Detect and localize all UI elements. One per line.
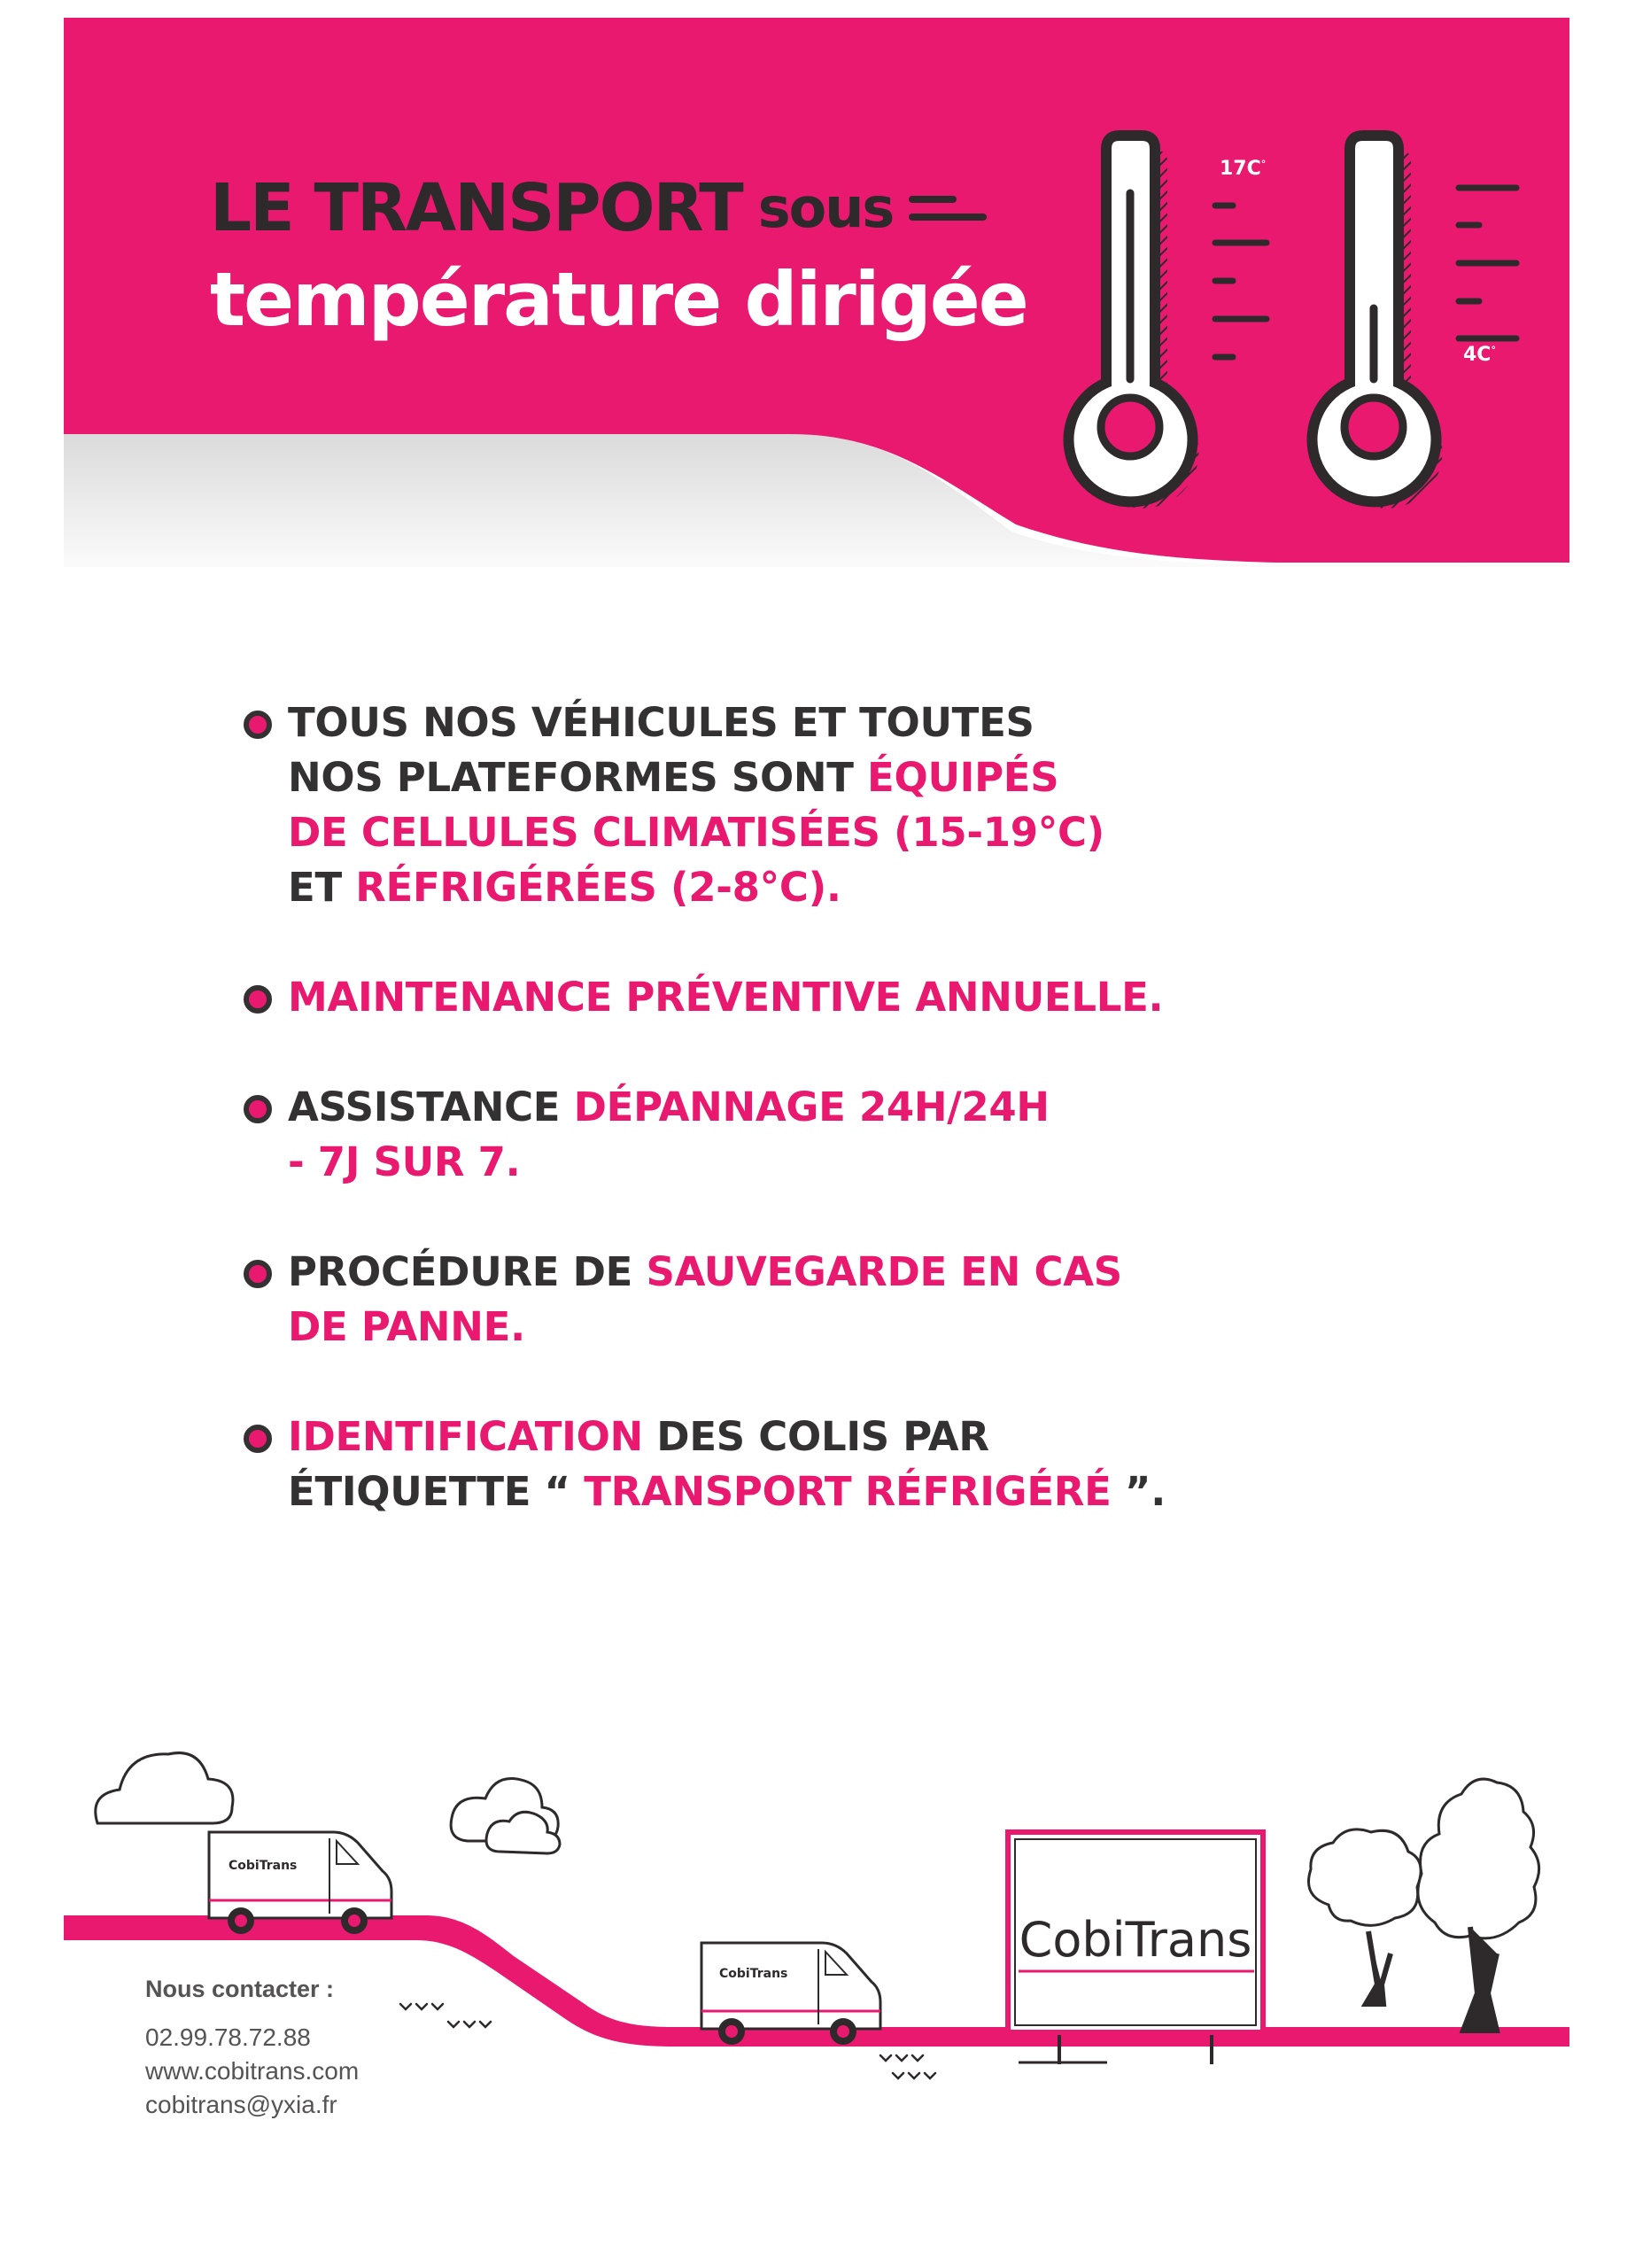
contact-email[interactable]: cobitrans@yxia.fr bbox=[145, 2091, 337, 2118]
tree-icon bbox=[1418, 1779, 1539, 2031]
feature-text: IDENTIFICATION bbox=[288, 1413, 643, 1460]
van-logo-2: CobiTrans bbox=[719, 1967, 788, 1981]
feature-text: ÉQUIPÉS bbox=[867, 754, 1059, 801]
contact-title: Nous contacter : bbox=[145, 1976, 335, 2002]
feature-text: - 7J SUR 7. bbox=[288, 1138, 521, 1185]
thermo-low-label: 4C° bbox=[1463, 344, 1496, 366]
feature-text: DE CELLULES CLIMATISÉES (15-19°C) bbox=[288, 809, 1104, 856]
feature-text: DÉPANNAGE 24H/24H bbox=[573, 1084, 1050, 1130]
billboard-logo: CobiTrans bbox=[1019, 1912, 1252, 1968]
feature-text: DES COLIS PAR bbox=[642, 1413, 989, 1460]
feature-list bbox=[244, 695, 1395, 1574]
feature-item bbox=[244, 970, 1395, 1025]
title-line-1 bbox=[210, 170, 1027, 246]
contact-website[interactable]: www.cobitrans.com bbox=[145, 2057, 360, 2085]
thermometer-low-icon bbox=[1313, 136, 1516, 509]
feature-item bbox=[244, 1080, 1395, 1190]
feature-text: RÉFRIGÉRÉES (2-8°C). bbox=[355, 864, 841, 911]
thermo-high-label: 17C° bbox=[1220, 158, 1267, 180]
feature-item bbox=[244, 1245, 1395, 1355]
bullet-dot-icon bbox=[244, 711, 272, 739]
feature-text: NOS PLATEFORMES SONT bbox=[288, 754, 868, 801]
tree-icon bbox=[1309, 1829, 1422, 2004]
bullet-dot-icon bbox=[244, 1260, 272, 1288]
delivery-van-icon bbox=[209, 1832, 391, 1934]
delivery-landscape-illustration bbox=[0, 1719, 1635, 2215]
page-title bbox=[210, 170, 1027, 343]
feature-text: SAUVEGARDE EN CAS bbox=[646, 1248, 1122, 1295]
feature-text: ET bbox=[288, 864, 356, 911]
cloud-icon bbox=[96, 1753, 233, 1823]
feature-text: TOUS NOS VÉHICULES ET TOUTES bbox=[288, 699, 1034, 746]
thermometer-high-icon bbox=[1068, 136, 1267, 509]
feature-text: DE PANNE. bbox=[288, 1303, 525, 1350]
feature-text: PROCÉDURE DE bbox=[288, 1248, 647, 1295]
feature-text: ÉTIQUETTE “ bbox=[288, 1468, 585, 1515]
bullet-dot-icon bbox=[244, 1425, 272, 1453]
title-sous: sous bbox=[757, 175, 894, 240]
title-main: LE TRANSPORT bbox=[210, 170, 742, 246]
contact-block bbox=[145, 1976, 359, 2122]
feature-text: ASSISTANCE bbox=[288, 1084, 574, 1130]
dash-lines-icon bbox=[909, 190, 988, 226]
title-line-2: température dirigée bbox=[210, 256, 1027, 343]
bullet-dot-icon bbox=[244, 985, 272, 1014]
feature-item bbox=[244, 695, 1395, 915]
feature-text: ”. bbox=[1111, 1468, 1166, 1515]
contact-phone[interactable]: 02.99.78.72.88 bbox=[145, 2023, 311, 2051]
bullet-dot-icon bbox=[244, 1095, 272, 1123]
feature-text: MAINTENANCE PRÉVENTIVE ANNUELLE. bbox=[288, 974, 1164, 1021]
header-banner bbox=[64, 18, 1569, 567]
van-logo-1: CobiTrans bbox=[229, 1859, 298, 1873]
feature-text: TRANSPORT RÉFRIGÉRÉ bbox=[584, 1468, 1112, 1515]
feature-item bbox=[244, 1410, 1395, 1519]
delivery-van-icon bbox=[701, 1943, 880, 2045]
